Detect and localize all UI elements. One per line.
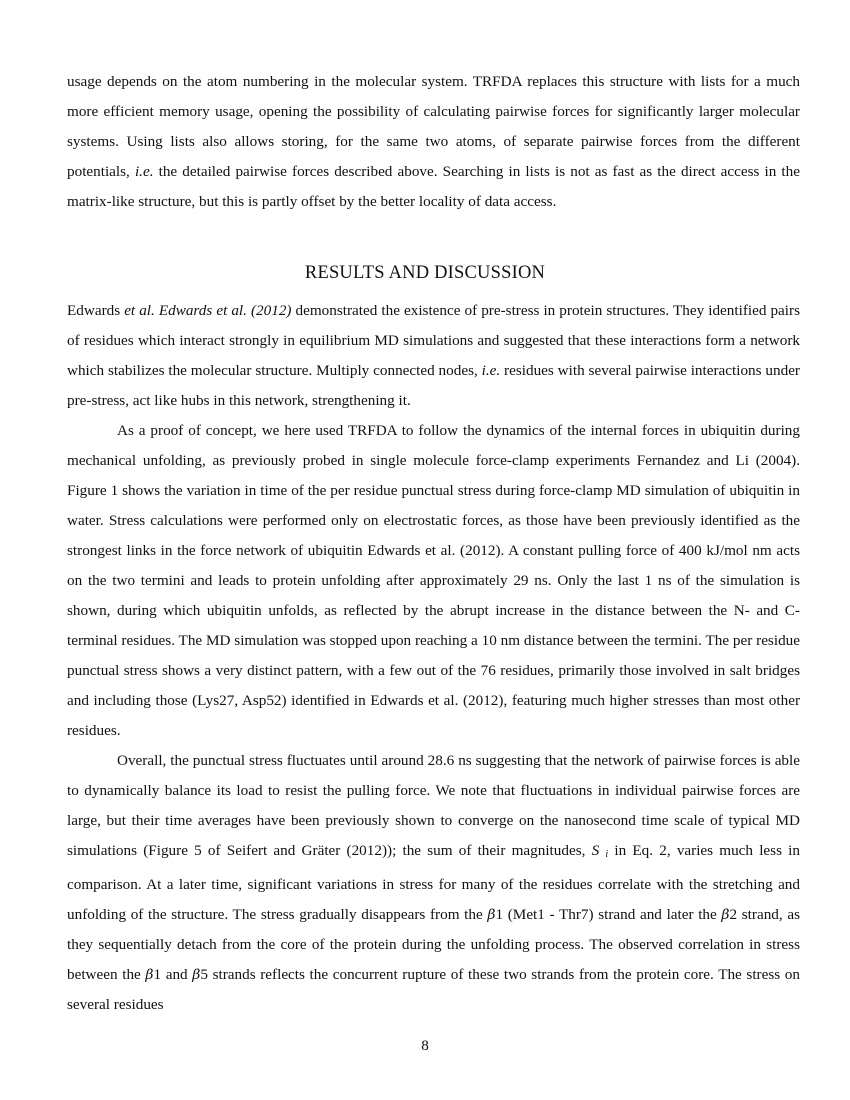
page-number: 8 [421, 1037, 429, 1054]
results-text-block [67, 296, 800, 1020]
intro-text-block [67, 67, 800, 217]
section-heading: RESULTS AND DISCUSSION [304, 263, 546, 283]
paragraph-list-storage: usage depends on the atom numbering in the molecular system. TRFDA replaces this structure with lists for a much more efficient memory usage, opening the possibility of calculating pairwise forces for significantly larger molecular systems. Using lists also allows storing, for the same two atoms, of separate pairwise forces from the different potentials, i.e. the detailed pairwise forces described above. Searching in lists is not as fast as the direct access in the matrix-like structure, but this is partly offset by the better locality of data access. [67, 73, 800, 210]
paragraph-proof-of-concept: As a proof of concept, we here used TRFDA to follow the dynamics of the internal forces in ubiquitin during mechanical unfolding, as previously probed in single molecule force-clamp experiments Fernandez and Li (2004). Figure 1 shows the variation in time of the per residue punctual stress during force-clamp MD simulation of ubiquitin in water. Stress calculations were performed only on electrostatic forces, as those have been previously identified as the strongest links in the force network of ubiquitin Edwards et al. (2012). A constant pulling force of 400 kJ/mol nm acts on the two termini and leads to protein unfolding after approximately 29 ns. Only the last 1 ns of the simulation is shown, during which ubiquitin unfolds, as reflected by the abrupt increase in the distance between the N- and C-terminal residues. The MD simulation was stopped upon reaching a 10 nm distance between the termini. The per residue punctual stress shows a very distinct pattern, with a few out of the 76 residues, primarily those involved in salt bridges and including those (Lys27, Asp52) identified in Edwards et al. (2012), featuring much higher stresses than most other residues. [67, 422, 800, 739]
paragraph-pre-stress: Edwards et al. Edwards et al. (2012) demonstrated the existence of pre-stress in protein structures. They identified pairs of residues which interact strongly in equilibrium MD simulations and suggested that these interactions form a network which stabilizes the molecular structure. Multiply connected nodes, i.e. residues with several pairwise interactions under pre-stress, act like hubs in this network, strengthening it. [67, 302, 800, 409]
paragraph-punctual-stress: Overall, the punctual stress fluctuates until around 28.6 ns suggesting that the network of pairwise forces is able to dynamically balance its load to resist the pulling force. We note that fluctuations in individual pairwise forces are large, but their time averages have been previously shown to converge on the nanosecond time scale of typical MD simulations (Figure 5 of Seifert and Gräter (2012)); the sum of their magnitudes, S $_i$ in Eq. 2, varies much less in comparison. At a later time, significant variations in stress for many of the residues correlate with the stretching and unfolding of the structure. The stress gradually disappears from the β1 (Met1 - Thr7) strand and later the β2 strand, as they sequentially detach from the core of the protein during the unfolding process. The observed correlation in stress between the β1 and β5 strands reflects the concurrent rupture of these two strands from the protein core. The stress on several residues [67, 752, 800, 1013]
